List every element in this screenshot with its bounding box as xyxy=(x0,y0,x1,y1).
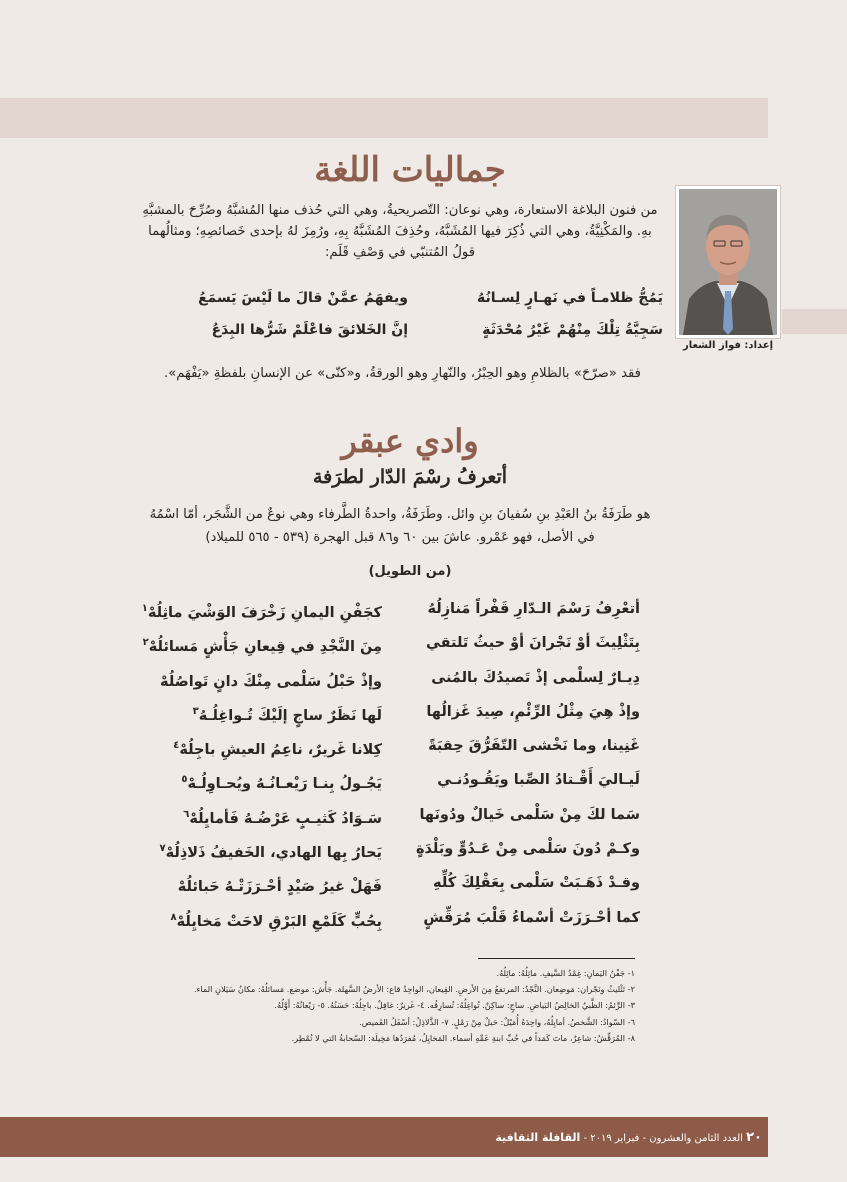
verse-first-hemistich: لَيـاليَ أَقْـتادُ الصِّبا ويَقُـودُنـي xyxy=(437,772,640,789)
poem-verse xyxy=(140,901,660,935)
poem-verse xyxy=(140,729,660,763)
footer-info xyxy=(495,1130,762,1145)
explanation-paragraph: فقد «صرّحَ» بالظلامِ وهو الحِبْرُ، والنّهارِ وهو الورقةُ، و«كنّى» عن الإنسانِ بلفظةِ «يَفْهَم». xyxy=(164,366,641,381)
author-portrait-icon xyxy=(679,189,777,335)
poem-verse xyxy=(140,866,660,900)
example-verse-1-hemistich-2: ويفهَمُ عمَّنْ قالَ ما لَيْسَ يَسمَعُ xyxy=(198,290,408,306)
verse-second-hemistich: فَهَلْ غيرُ صَيْدٍ أحْـرَزَتْـهُ حَبائلُهْ xyxy=(177,879,382,896)
footnote-marker: ٣ xyxy=(192,705,199,717)
verse-second-hemistich: مِنَ النَّجْدِ في قِيعانِ جَأْشٍ مَسائلُهْ$^٢$ xyxy=(142,637,382,656)
footnote-marker: ٢ xyxy=(142,637,149,649)
footnote-marker: ١ xyxy=(141,603,148,614)
example-verse-1-hemistich-1: يَمُجُّ ظلامـاً في نَهـارٍ لِسـانُهُ xyxy=(477,290,663,306)
verse-second-hemistich: بِحُبٍّ كَلَمْعِ البَرْقِ لاحَتْ مَخايِلُهْ$^٨$ xyxy=(170,911,382,930)
verse-second-hemistich: وإذْ حَبْلُ سَلْمى مِنْكَ دانٍ تَواصُلُهْ xyxy=(160,673,382,690)
footnote-marker: ٦ xyxy=(183,808,190,820)
poem-verse xyxy=(140,763,660,797)
footnote: ٢- تَثْليثُ ونَجْران: مَوضِعان. النَّجْدُ: المرتفعُ مِنَ الأرضِ. القِيعان، الواحِدُ قاع: الأرضُ السَّهلة. جَأْش: موضع. مَسائلُهُ: مكانُ سَيَلانِ الماء. xyxy=(193,984,635,995)
verse-first-hemistich: وقـدْ ذَهَـبَتْ سَلْمى بِعَقْلِكَ كُلِّهِ xyxy=(433,875,640,892)
top-band xyxy=(0,98,768,138)
verse-second-hemistich: يَجُـولُ بِنـا رَيْعـانُـهُ ويُحـاوِلُـهْ$^٥$ xyxy=(181,774,382,793)
magazine-logo: القافلة الثقافية xyxy=(495,1131,581,1144)
poem-meter: (من الطويل) xyxy=(368,564,452,579)
verse-first-hemistich: كما أحْـرَزَتْ أسْماءُ قَلْبَ مُرَقِّشٍ xyxy=(423,909,640,926)
section-title-wadi-abqar: وادي عبقر xyxy=(341,422,479,460)
verse-second-hemistich: يَحارُ بِها الهادي، الخَفيفُ ذَلاذِلُهْ$^٧$ xyxy=(159,843,382,861)
poem-title: أتعرفُ رسْمَ الدّار لطرَفة xyxy=(312,466,508,488)
poem-verse xyxy=(140,798,660,832)
example-verse-2-hemistich-1: سَجِيَّةُ تِلْكَ مِنْهُمْ غَيْرُ مُحْدَثَةٍ xyxy=(482,322,663,338)
footnote-marker: ٨ xyxy=(170,911,177,923)
issue-info: العدد الثامن والعشرون - فبراير ٢٠١٩ - xyxy=(583,1133,743,1144)
verse-first-hemistich: غَنِينا، وما نَخْشى التّفَرُّقَ حِقبَةً xyxy=(428,738,640,755)
verse-first-hemistich: وكـمْ دُونَ سَلْمى مِنْ عَـدُوٍّ وبَلْدَةٍ xyxy=(416,841,640,858)
verse-second-hemistich: كِلانا غَريرٌ، ناعِمُ العيشِ باجِلُهْ$^٤$ xyxy=(173,740,382,759)
verse-first-hemistich: سَما لكَ مِنْ سَلْمى خَيالٌ ودُونَها xyxy=(419,806,640,823)
footnote-marker: ٤ xyxy=(173,740,180,752)
footnote-marker: ٧ xyxy=(159,843,166,855)
verse-first-hemistich: أتعْرِفُ رَسْمَ الـدّارِ قَفْراً مَنازِلُهُ xyxy=(427,601,640,617)
verse-first-hemistich: دِيـارٌ لِسلْمى إذْ تَصيدُكَ بالمُنى xyxy=(431,669,640,686)
poem-verse xyxy=(140,661,660,695)
example-verse-2-hemistich-2: إنَّ الخَلائقَ فاعْلَمْ شَرُّها البِدَعُ xyxy=(211,322,408,338)
footnote: ١- جَفْنُ اليَمانِ: غِمْدُ السَّيفِ. ماثِلُهُ: مائِلُهُ. xyxy=(496,968,635,978)
author-credit: إعداد: فواز الشعار xyxy=(682,340,774,351)
footnote: ٣- الرِّئمُ: الظَّبيُ الخالِصُ البَياضِ. ساجٍ: ساكِنٌ. تُواغِلُهُ: تُسارِقُه. ٤- غَريرٌ: غافِلٌ. باجِلُهُ: حَسَنُهُ. ٥- رَيْعانُهُ: أَوَّلُهُ. xyxy=(274,1000,635,1011)
footnotes xyxy=(125,965,635,1046)
section-title-language-aesthetics: جماليات اللغة xyxy=(314,150,506,190)
page-number: ٢٠ xyxy=(746,1130,762,1145)
verse-first-hemistich: بِتَثْلِيثَ أوْ نَجْرانَ أوْ حيثُ تَلتقي xyxy=(425,635,640,652)
author-photo xyxy=(675,185,781,339)
intro-paragraph: من فنون البلاغة الاستعارة، وهي نوعان: التّصريحيةُ، وهي التي حُذف منها المُشبَّهُ وصُرِّحَ بالمشبَّهِ بهِ. والمَكْنِيَّةُ، وهي التي ذُكِرَ فيها المُشَبَّهُ، وحُذِفَ المُشَبَّهُ بِهِ، ورُمِزَ لهُ بإحدى خَصائصِهِ؛ ومثالُهما قولُ المُتنبّي في وَصْفِ قَلَم: xyxy=(142,203,658,260)
photo-band xyxy=(782,309,847,334)
footnote-divider xyxy=(478,958,635,959)
poem xyxy=(140,592,660,935)
poet-bio: هو طَرَفَةُ بنُ العَبْدِ بنِ سُفيانَ بنِ وائل. وطَرَفَةُ، واحدةُ الطَّرفاء وهي نوعٌ من الشَّجَر، أمّا اسْمُهُ في الأصل، فهو عَمْرو. عاشَ بين ٦٠ و٨٦ قبل الهجرة (٥٣٩ - ٥٦٥ للميلاد) xyxy=(149,507,651,545)
poem-verse xyxy=(140,695,660,729)
poem-verse xyxy=(140,592,660,626)
footnote: ٦- السّوادُ: الشَّخصُ. أمايِلُهُ، واحِدَهُ أُمَيْلٌ: حَبلٌ مِنْ رَمْلٍ. ٧- الذَّلاذِلُ: أسْفَلُ القَميص. xyxy=(359,1016,635,1027)
verse-second-hemistich: لَها نَظَرٌ ساجٍ إلَيْكَ تُـواغِلُـهُ$^٣$ xyxy=(192,705,382,724)
verse-first-hemistich: وإذْ هِيَ مِثْلُ الرِّئْمِ، صِيدَ غَزالُها xyxy=(426,703,640,720)
footnote-marker: ٥ xyxy=(181,774,188,786)
verse-second-hemistich: كجَفْنِ اليمانِ زَخْرَفَ الوَشْيَ ماثِلُهْ$^١$ xyxy=(141,603,382,621)
verse-second-hemistich: سَـوَادُ كَثيـبٍ عَرْضُـهُ فَأمايِلُهْ$^٦$ xyxy=(183,808,382,827)
footnote: ٨- المُرَقِّشُ: شاعِرٌ، ماتَ كَمَداً في حُبِّ ابنةِ عَمِّهِ أسماء. المَخايِلُ، مُفرَدُها مَخِيلَة: السّحابةُ التي لا تُمْطِر. xyxy=(291,1032,635,1043)
poem-verse xyxy=(140,626,660,660)
poem-verse xyxy=(140,832,660,866)
